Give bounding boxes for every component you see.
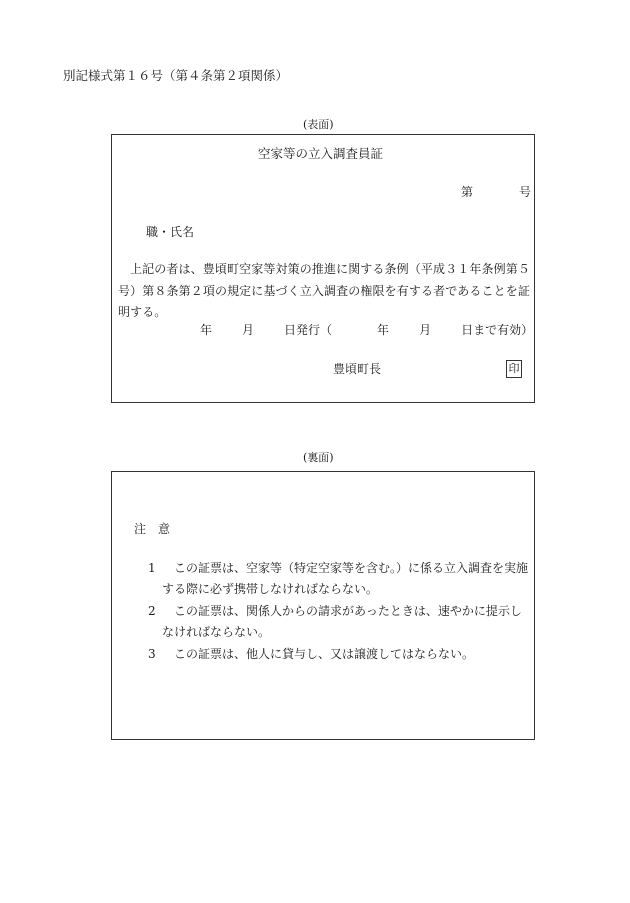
- back-card: [111, 471, 535, 740]
- seal-box: 印: [506, 360, 522, 378]
- notice-heading: 注 意: [134, 522, 171, 536]
- notice-text: この証票は、関係人からの請求があったときは、速やかに提示しなければならない。: [162, 604, 522, 639]
- certificate-body: [118, 259, 530, 324]
- issue-year: 年: [200, 323, 213, 337]
- front-card: [111, 134, 535, 403]
- issuer-name: 豊頃町長: [333, 362, 382, 376]
- front-side-label: (表面): [303, 118, 334, 131]
- notice-number: 2: [148, 604, 156, 618]
- notice-text: この証票は、他人に貸与し、又は譲渡してはならない。: [174, 647, 475, 661]
- notice-item: [148, 644, 530, 665]
- valid-until: 日まで有効）: [461, 323, 534, 337]
- valid-month: 月: [419, 323, 432, 337]
- notice-item: [148, 601, 530, 642]
- card-title: 空家等の立入調査員証: [258, 146, 384, 161]
- issue-month: 月: [242, 323, 255, 337]
- number-prefix: 第: [461, 185, 474, 199]
- validity-line: [200, 321, 533, 338]
- notice-text: この証票は、空家等（特定空家等を含む。）に係る立入調査を実施する際に必ず携帯しなければならない。: [162, 561, 529, 596]
- notice-number: 3: [148, 647, 156, 661]
- valid-year: 年: [377, 323, 390, 337]
- issue-day: 日発行（: [284, 323, 333, 337]
- notice-item: [148, 558, 530, 599]
- notice-number: 1: [148, 561, 156, 575]
- number-suffix: 号: [518, 185, 531, 199]
- notice-list: [148, 558, 530, 667]
- back-side-label: (裏面): [303, 451, 334, 464]
- name-title-label: 職・氏名: [146, 225, 195, 239]
- certificate-body-text: 上記の者は、豊頃町空家等対策の推進に関する条例（平成３１年条例第５号）第８条第２項の規定に基づく立入調査の権限を有する者であることを証明する。: [118, 262, 530, 319]
- form-title: 別記様式第１６号（第４条第２項関係）: [63, 68, 289, 83]
